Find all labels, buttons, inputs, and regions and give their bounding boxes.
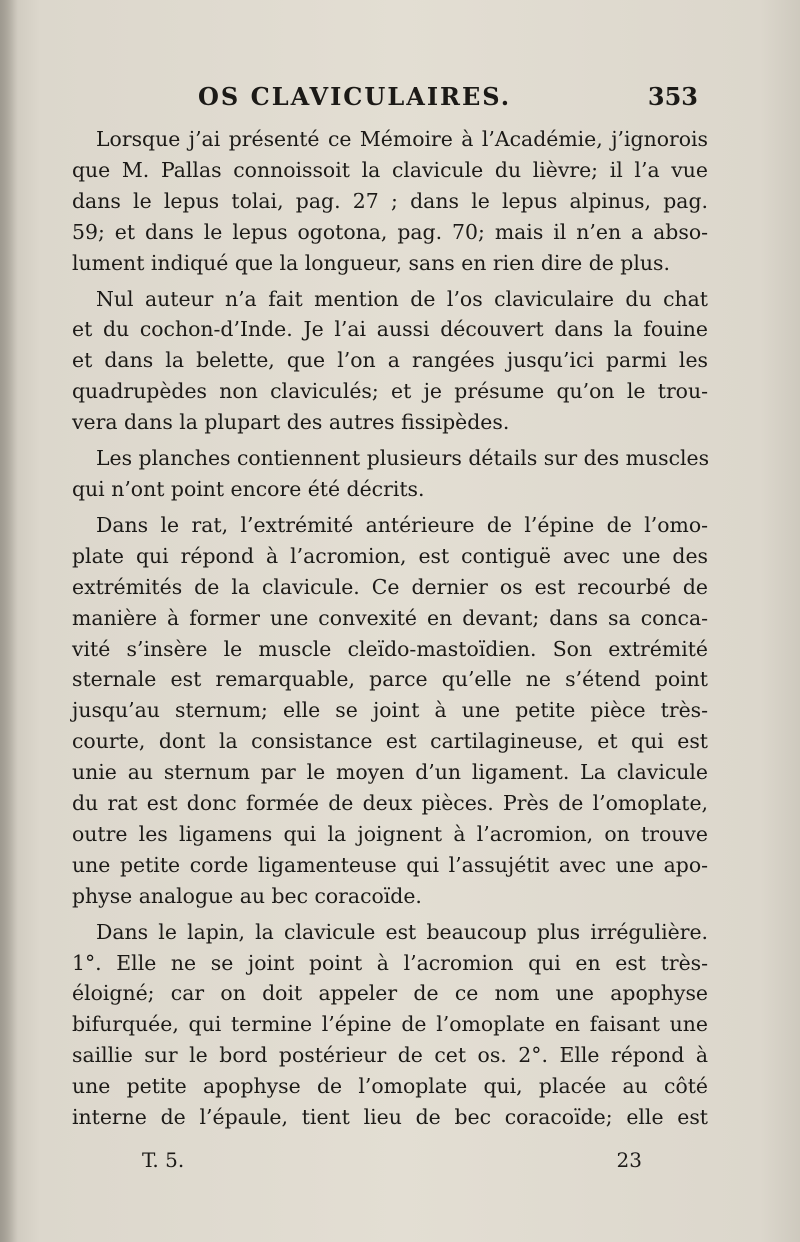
text-line: vera dans la plupart des autres fissipèdes. [72, 410, 510, 435]
volume-mark: T. 5. [142, 1148, 185, 1172]
page-footer [142, 1148, 642, 1178]
text-line: Dans le rat, l’extrémité antérieure de l’épine de l’omo- [96, 512, 708, 537]
text-line: une petite corde ligamenteuse qui l’assujétit avec une apo- [72, 852, 708, 877]
paragraph [72, 510, 708, 912]
running-title: OS CLAVICULAIRES. [198, 82, 512, 111]
text-line: jusqu’au sternum; elle se joint à une petite pièce très- [72, 698, 708, 723]
paragraph [72, 284, 708, 439]
text-line: Les planches contiennent plusieurs détails sur des muscles [96, 446, 710, 471]
text-line: outre les ligamens qui la joignent à l’acromion, on trouve [72, 821, 708, 846]
text-line: interne de l’épaule, tient lieu de bec coracoïde; elle est [72, 1105, 708, 1130]
text-line: vité s’insère le muscle cleïdo-mastoïdien. Son extrémité [72, 636, 708, 661]
page-body [72, 124, 708, 1138]
text-line: unie au sternum par le moyen d’un ligament. La clavicule [72, 760, 708, 785]
text-line: Nul auteur n’a fait mention de l’os claviculaire du chat [96, 286, 708, 311]
text-line: Dans le lapin, la clavicule est beaucoup plus irrégulière. [96, 919, 708, 944]
text-line: extrémités de la clavicule. Ce dernier os est recourbé de [72, 574, 708, 599]
paragraph [72, 917, 708, 1133]
text-line: une petite apophyse de l’omoplate qui, placée au côté [72, 1074, 708, 1099]
text-line: physe analogue au bec coracoïde. [72, 883, 422, 908]
text-line: éloigné; car on doit appeler de ce nom une apophyse [72, 981, 708, 1006]
text-line: saillie sur le bord postérieur de cet os. 2°. Elle répond à [72, 1043, 708, 1068]
text-line: courte, dont la consistance est cartilagineuse, et qui est [72, 729, 708, 754]
text-line: quadrupèdes non claviculés; et je présume qu’on le trou- [72, 379, 708, 404]
text-line: 59; et dans le lepus ogotona, pag. 70; mais il n’en a abso- [72, 219, 708, 244]
text-line: sternale est remarquable, parce qu’elle ne s’étend point [72, 667, 708, 692]
text-line: et dans la belette, que l’on a rangées jusqu’ici parmi les [72, 348, 708, 373]
text-line: du rat est donc formée de deux pièces. Près de l’omoplate, [72, 791, 708, 816]
text-line: Lorsque j’ai présenté ce Mémoire à l’Académie, j’ignorois [96, 127, 708, 151]
text-line: lument indiqué que la longueur, sans en rien dire de plus. [72, 250, 670, 275]
text-line: bifurquée, qui termine l’épine de l’omoplate en faisant une [72, 1012, 708, 1037]
page-header [198, 82, 698, 116]
text-line: 1°. Elle ne se joint point à l’acromion qui en est très- [72, 950, 708, 975]
page-gutter-shadow [0, 0, 18, 1242]
paragraph [72, 443, 708, 505]
page-number: 353 [647, 82, 698, 111]
signature-mark: 23 [616, 1148, 642, 1172]
text-line: et du cochon-d’Inde. Je l’ai aussi découvert dans la fouine [72, 317, 708, 342]
text-line: que M. Pallas connoissoit la clavicule du lièvre; il l’a vue [72, 157, 708, 182]
paragraph [72, 124, 708, 279]
text-line: dans le lepus tolai, pag. 27 ; dans le lepus alpinus, pag. [72, 188, 708, 213]
text-line: manière à former une convexité en devant; dans sa conca- [72, 605, 708, 630]
text-line: plate qui répond à l’acromion, est contiguë avec une des [72, 543, 708, 568]
text-line: qui n’ont point encore été décrits. [72, 476, 425, 501]
